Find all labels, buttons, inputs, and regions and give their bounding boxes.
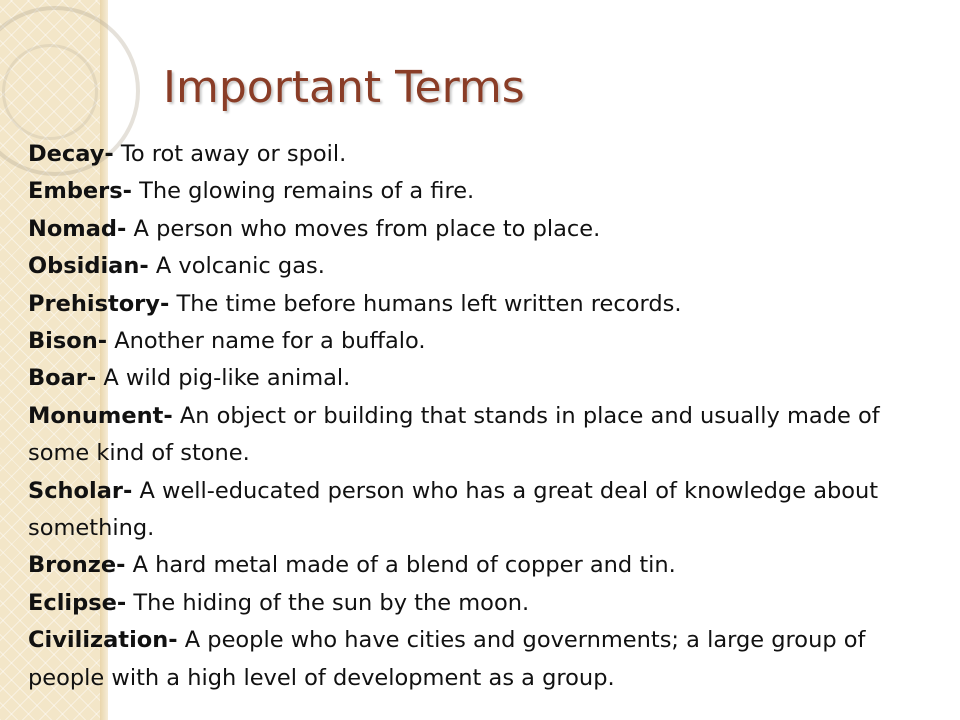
term-word: Monument- <box>28 402 173 429</box>
term-item <box>28 547 944 584</box>
term-word: Eclipse- <box>28 589 127 616</box>
term-definition: A hard metal made of a blend of copper and tin. <box>125 552 676 579</box>
term-definition: A well-educated person who has a great deal of knowledge about something. <box>28 477 879 542</box>
term-word: Obsidian- <box>28 253 149 280</box>
term-definition: A volcanic gas. <box>148 253 325 280</box>
term-definition: An object or building that stands in place and usually made of some kind of stone. <box>28 402 880 467</box>
terms-list <box>28 136 944 697</box>
term-word: Prehistory- <box>28 290 170 317</box>
term-item <box>28 211 944 248</box>
term-item <box>28 248 944 285</box>
term-word: Nomad- <box>28 215 127 242</box>
term-item <box>28 473 944 548</box>
term-word: Embers- <box>28 178 133 205</box>
term-item <box>28 173 944 210</box>
term-item <box>28 622 944 697</box>
term-item <box>28 360 944 397</box>
term-word: Bison- <box>28 328 108 355</box>
term-word: Bronze- <box>28 552 126 579</box>
term-definition: A person who moves from place to place. <box>126 215 601 242</box>
term-word: Decay- <box>28 141 114 167</box>
term-word: Boar- <box>28 365 97 392</box>
term-item <box>28 136 944 173</box>
term-word: Civilization- <box>28 627 178 654</box>
term-definition: The glowing remains of a fire. <box>132 178 475 205</box>
term-definition: Another name for a buffalo. <box>107 328 426 355</box>
term-item <box>28 323 944 360</box>
slide-title: Important Terms <box>163 62 525 113</box>
term-definition: A wild pig-like animal. <box>96 365 351 392</box>
term-definition: The time before humans left written records. <box>169 290 682 317</box>
term-word: Scholar- <box>28 477 133 504</box>
term-item <box>28 585 944 622</box>
term-definition: The hiding of the sun by the moon. <box>126 589 530 616</box>
term-item <box>28 286 944 323</box>
term-definition: To rot away or spoil. <box>113 141 347 167</box>
decorative-inner-ring <box>2 44 98 140</box>
term-definition: A people who have cities and governments; a large group of people with a high level of development as a group. <box>28 627 866 691</box>
term-item <box>28 398 944 473</box>
